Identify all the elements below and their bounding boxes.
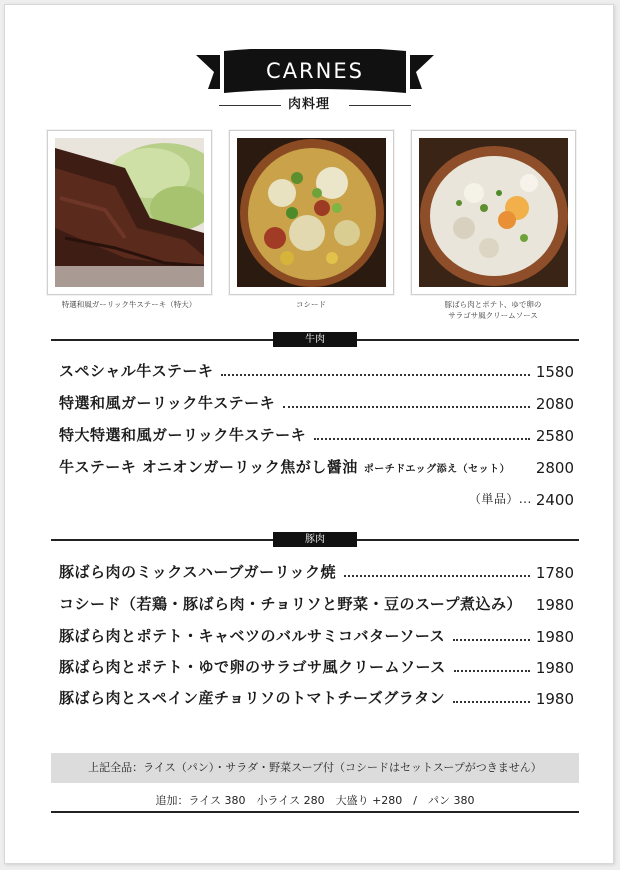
item-name: スペシャル牛ステーキ — [59, 362, 214, 380]
item-price: 1980 — [535, 659, 574, 677]
item-price: 1980 — [535, 596, 574, 614]
menu-item-single — [59, 485, 574, 509]
item-name: コシード（若鶏・豚ばら肉・チョリソと野菜・豆のスープ煮込み） — [59, 595, 523, 613]
photo-steak — [47, 130, 212, 295]
item-name: 豚ばら肉とスペイン産チョリソのトマトチーズグラタン — [59, 689, 446, 707]
page-subtitle: 肉料理 — [287, 97, 330, 112]
item-price: 1980 — [535, 690, 574, 708]
menu-item — [59, 653, 574, 677]
leader-dots — [454, 670, 530, 672]
item-name: 豚ばら肉とポテト・キャベツのバルサミコバターソース — [59, 627, 446, 645]
steak-image — [55, 138, 204, 287]
menu-item — [59, 421, 574, 445]
subtitle-rule-right — [349, 105, 411, 106]
item-price: 2800 — [535, 459, 574, 477]
title-banner — [194, 49, 436, 97]
photo-cream — [411, 130, 576, 295]
additions-line: 追加：ライス 380 小ライス 280 大盛り +280 / パン 380 — [155, 794, 475, 807]
leader-dots — [453, 701, 530, 703]
leader-dots — [314, 438, 530, 440]
menu-item — [59, 684, 574, 708]
item-name: 特大特選和風ガーリック牛ステーキ — [59, 426, 307, 444]
menu-item — [59, 357, 574, 381]
item-price: 2080 — [535, 395, 574, 413]
item-name: 豚ばら肉のミックスハーブガーリック焼 — [59, 563, 337, 581]
menu-item — [59, 558, 574, 582]
item-name: 豚ばら肉とポテト・ゆで卵のサラゴサ風クリームソース — [59, 658, 446, 676]
menu-page — [4, 4, 614, 864]
single-label: （単品）... — [468, 492, 532, 506]
leader-dots — [283, 406, 530, 408]
item-price: 2400 — [535, 491, 574, 509]
leader-dots — [221, 374, 529, 376]
cream-image — [419, 138, 568, 287]
item-price: 1580 — [535, 363, 574, 381]
photo-cocido — [229, 130, 394, 295]
leader-dots — [453, 639, 530, 641]
menu-item — [59, 590, 574, 614]
item-price: 1980 — [535, 628, 574, 646]
bottom-rule — [51, 811, 579, 813]
cocido-image — [237, 138, 386, 287]
item-price: 2580 — [535, 427, 574, 445]
included-note: 上記全品：ライス（パン）・サラダ・野菜スープ付（コシードはセットスープがつきません） — [51, 753, 579, 783]
section-label-beef: 牛肉 — [273, 332, 357, 347]
item-name: 特選和風ガーリック牛ステーキ — [59, 394, 276, 412]
page-title: CARNES — [266, 59, 364, 83]
caption-steak: 特選和風ガーリック牛ステーキ（特大） — [61, 300, 197, 309]
leader-dots — [344, 575, 530, 577]
caption-cocido: コシード — [296, 300, 326, 309]
item-name: 牛ステーキ オニオンガーリック焦がし醤油 — [59, 458, 358, 476]
menu-item — [59, 453, 574, 477]
section-label-pork: 豚肉 — [273, 532, 357, 547]
item-price: 1780 — [535, 564, 574, 582]
caption-cream: 豚ばら肉とポテト、ゆで卵の サラゴサ風クリームソース — [444, 300, 542, 320]
item-note: ポーチドエッグ添え（セット） — [363, 464, 511, 475]
menu-item — [59, 622, 574, 646]
menu-item — [59, 389, 574, 413]
